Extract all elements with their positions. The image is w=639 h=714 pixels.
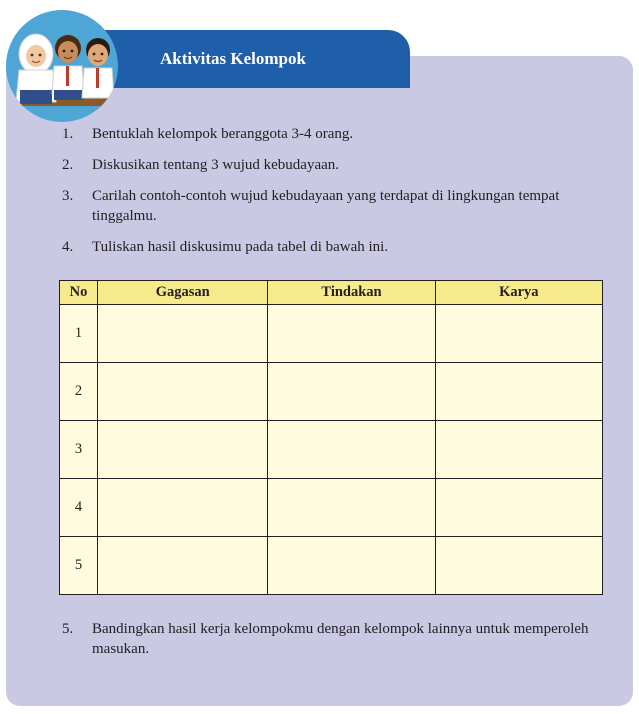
karya-cell[interactable] [435, 305, 602, 363]
instruction-number: 3. [62, 188, 74, 204]
instruction-number: 1. [62, 126, 74, 142]
tindakan-cell[interactable] [268, 363, 435, 421]
instruction-list [62, 124, 612, 268]
column-header-karya: Karya [435, 281, 602, 305]
instruction-text: Bentuklah kelompok beranggota 3-4 orang. [92, 126, 354, 142]
closing-instruction-list [62, 619, 612, 659]
tindakan-cell[interactable] [268, 537, 435, 595]
karya-cell[interactable] [435, 479, 602, 537]
instruction-text: Carilah contoh-contoh wujud kebudayaan yang terdapat di lingkungan tempat tinggalmu. [92, 188, 560, 224]
tindakan-cell[interactable] [268, 305, 435, 363]
table-row [60, 305, 603, 363]
discussion-table [59, 280, 603, 595]
instruction-text: Tuliskan hasil diskusimu pada tabel di bawah ini. [92, 239, 389, 255]
karya-cell[interactable] [435, 363, 602, 421]
instruction-number: 2. [62, 157, 74, 173]
row-number: 1 [60, 305, 98, 363]
table-header-row [60, 281, 603, 305]
students-icon [6, 10, 118, 122]
activity-title: Aktivitas Kelompok [160, 49, 306, 68]
gagasan-cell[interactable] [98, 537, 268, 595]
table-row [60, 479, 603, 537]
row-number: 4 [60, 479, 98, 537]
row-number: 5 [60, 537, 98, 595]
instruction-item [62, 237, 612, 257]
karya-cell[interactable] [435, 537, 602, 595]
gagasan-cell[interactable] [98, 421, 268, 479]
instruction-text: Diskusikan tentang 3 wujud kebudayaan. [92, 157, 340, 173]
row-number: 3 [60, 421, 98, 479]
instruction-item [62, 124, 612, 144]
instruction-number: 5. [62, 621, 74, 637]
instruction-item [62, 155, 612, 175]
table-row [60, 537, 603, 595]
tindakan-cell[interactable] [268, 479, 435, 537]
column-header-tindakan: Tindakan [268, 281, 435, 305]
column-header-no: No [60, 281, 98, 305]
table-row [60, 363, 603, 421]
instruction-item [62, 619, 612, 659]
karya-cell[interactable] [435, 421, 602, 479]
gagasan-cell[interactable] [98, 363, 268, 421]
gagasan-cell[interactable] [98, 305, 268, 363]
row-number: 2 [60, 363, 98, 421]
instruction-text: Bandingkan hasil kerja kelompokmu dengan kelompok lainnya untuk memperoleh masukan. [92, 621, 589, 657]
gagasan-cell[interactable] [98, 479, 268, 537]
tindakan-cell[interactable] [268, 421, 435, 479]
instruction-item [62, 186, 612, 226]
column-header-gagasan: Gagasan [98, 281, 268, 305]
students-illustration [6, 10, 118, 122]
instruction-number: 4. [62, 239, 74, 255]
table-row [60, 421, 603, 479]
